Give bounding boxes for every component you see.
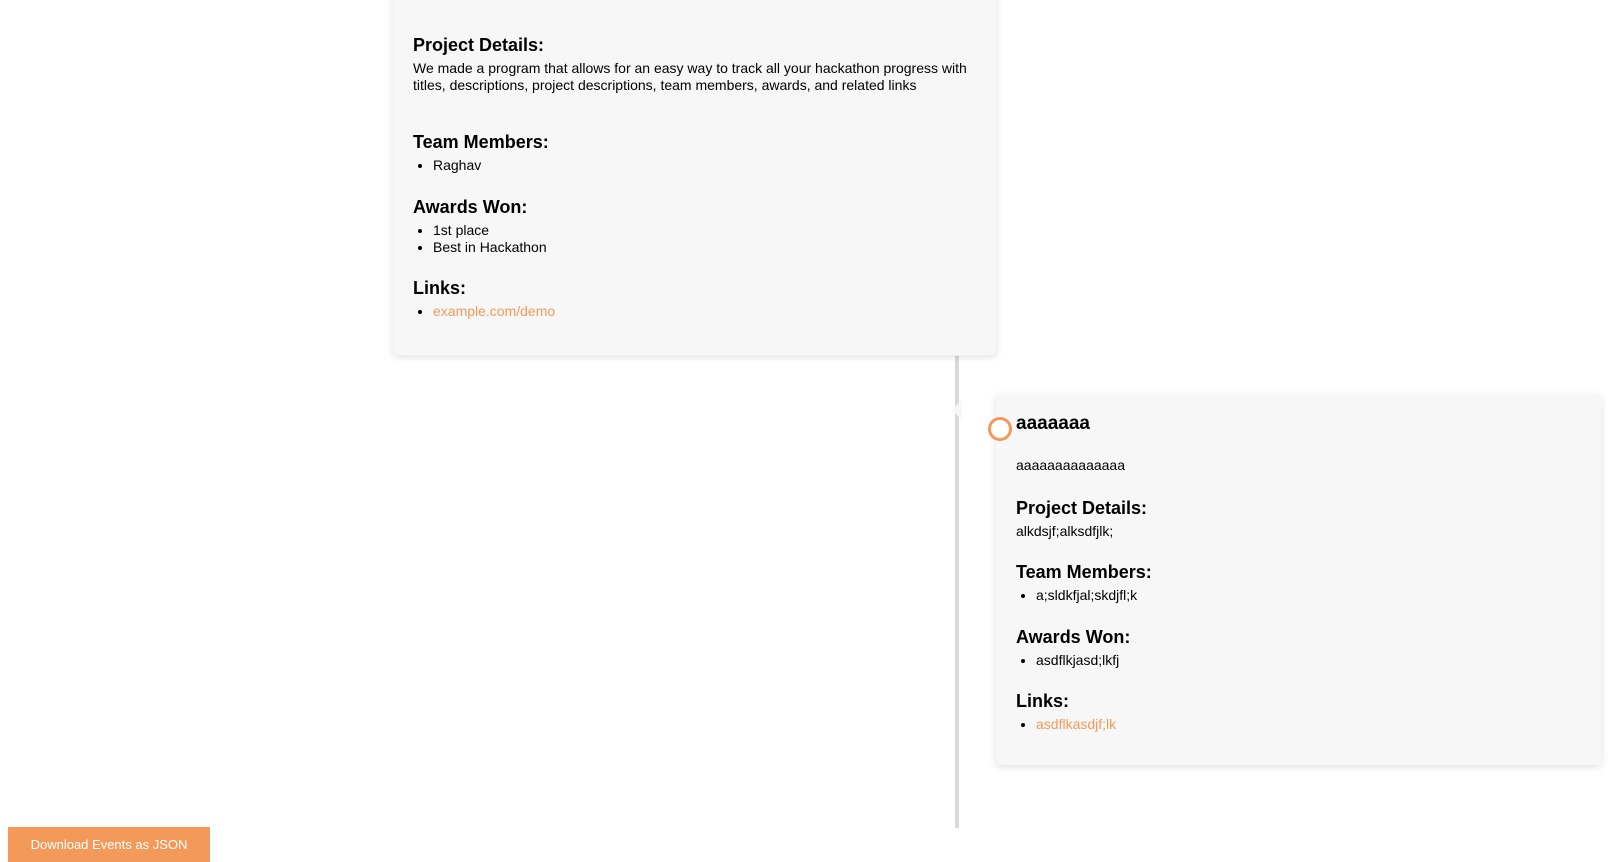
event-description: aaaaaaaaaaaaaa [1016,457,1126,473]
timeline-line [955,356,959,828]
timeline-dot-icon [988,417,1012,441]
download-events-button[interactable]: Download Events as JSON [8,827,210,862]
event-header [1016,412,1090,436]
awards-section [1016,626,1130,669]
team-members-section [413,131,549,174]
team-members-list [413,157,549,174]
team-members-heading: Team Members: [1016,562,1152,582]
project-details-heading: Project Details: [1016,498,1148,518]
awards-heading: Awards Won: [1016,627,1131,647]
team-member-item: • a;sldkfjal;skdjfl;k [1036,587,1152,604]
awards-section [413,196,547,256]
project-details-section [1016,497,1147,540]
links-list [1016,716,1116,733]
award-item: • Best in Hackathon [433,239,547,256]
links-heading: Links: [413,278,467,298]
links-section [413,277,555,320]
links-list [413,303,555,320]
project-details-heading: Project Details: [413,35,545,55]
project-details-section [413,34,973,94]
team-members-section [1016,561,1152,604]
project-details-text: alkdsjf;alksdfjlk; [1016,523,1114,539]
event-title: aaaaaaa [1016,413,1090,434]
event-link[interactable]: example.com/demo [433,303,556,319]
link-item [433,303,555,320]
team-members-list [1016,587,1152,604]
team-member-item: • Raghav [433,157,549,174]
event-card [996,394,1601,765]
award-item: • 1st place [433,222,547,239]
team-members-heading: Team Members: [413,132,549,152]
awards-list [1016,652,1130,669]
event-card [393,0,996,355]
award-item: • asdflkjasd;lkfj [1036,652,1130,669]
links-section [1016,690,1116,733]
event-link[interactable]: asdflkasdjf;lk [1036,716,1117,732]
awards-list [413,222,547,256]
link-item [1036,716,1116,733]
awards-heading: Awards Won: [413,197,528,217]
links-heading: Links: [1016,691,1070,711]
card-pointer [952,400,962,420]
project-details-text: We made a program that allows for an easy way to track all your hackathon progress with titles, descriptions, project descriptions, team members, awards, and related links [413,60,967,93]
